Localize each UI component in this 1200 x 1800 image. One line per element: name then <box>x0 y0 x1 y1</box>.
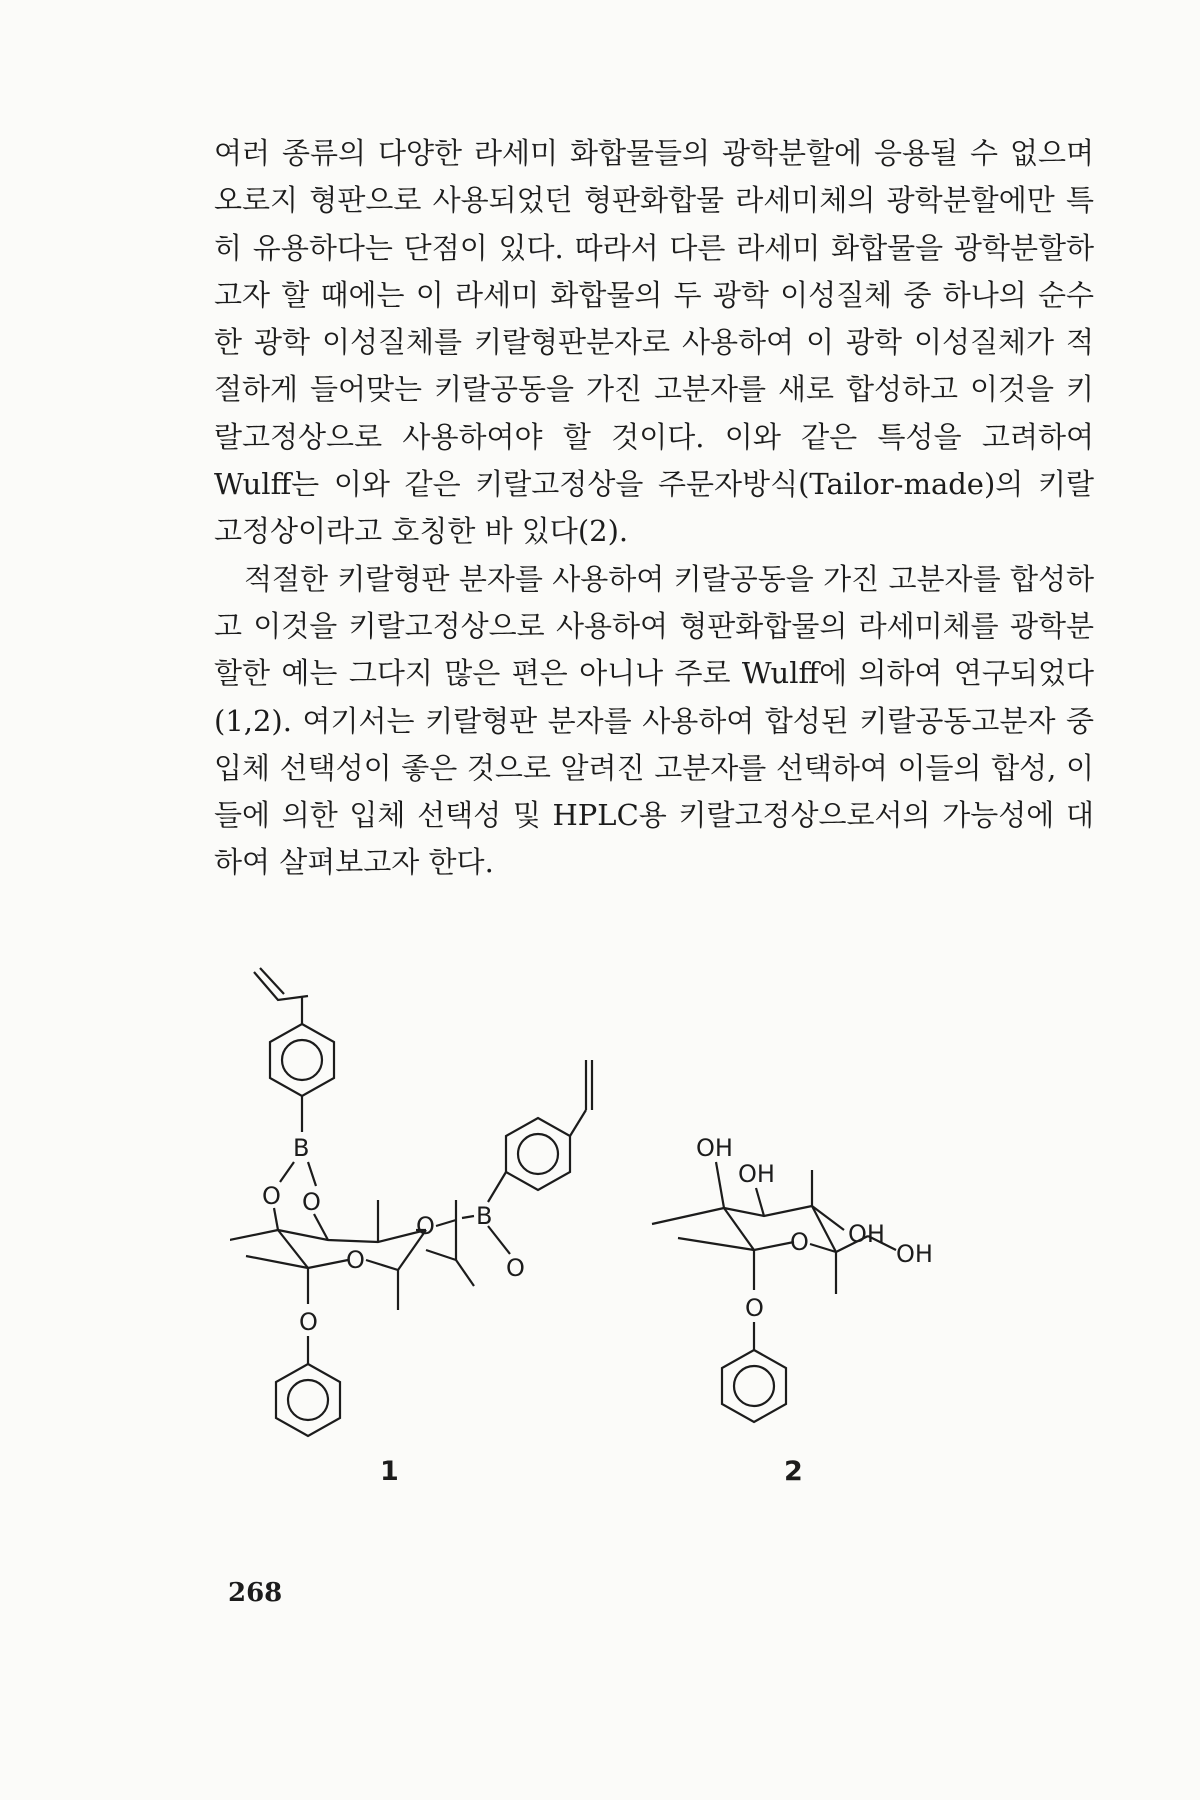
paragraph-1: 여러 종류의 다양한 라세미 화합물들의 광학분할에 응용될 수 없으며 오로지 형판으로 사용되었던 형판화합물 라세미체의 광학분할에만 특히 유용하다는 단점이 있다. 따라서 다른 라세미 화합물을 광학분할하고자 할 때에는 이 라세미 화합물의 두 광학 이성질체 중 하나의 순수한 광학 이성질체를 키랄형판분자로 사용하여 이 광학 이성질체가 적절하게 들어맞는 키랄공동을 가진 고분자를 새로 합성하고 이것을 키랄고정상으로 사용하여야 할 것이다. 이와 같은 특성을 고려하여 Wulff는 이와 같은 키랄고정상을 주문자방식(Tailor-made)의 키랄고정상이라고 호칭한 바 있다(2). <box>214 136 1094 549</box>
compound-1-label: 1 <box>380 1456 399 1487</box>
substituent-left-c1 <box>652 1208 724 1224</box>
paragraph-2: 적절한 키랄형판 분자를 사용하여 키랄공동을 가진 고분자를 합성하고 이것을 키랄고정상으로 사용하여 형판화합물의 라세미체를 광학분할한 예는 그다지 많은 편은 아니나 주로 Wulff에 의하여 연구되었다(1,2). 여기서는 키랄형판 분자를 사용하여 합성된 키랄공동고분자 중 입체 선택성이 좋은 것으로 알려진 고분자를 선택하여 이들의 합성, 이들에 의한 입체 선택성 및 HPLC용 키랄고정상으로서의 가능성에 대하여 살펴보고자 한다. <box>214 561 1094 880</box>
oxygen-2-label: O <box>302 1188 321 1216</box>
oh1-bond <box>716 1162 724 1208</box>
compound-2-structure <box>652 1134 933 1487</box>
substituent-left-1 <box>230 1230 278 1242</box>
boron-left-label: B <box>293 1134 310 1162</box>
oxygen-6-label: O <box>299 1308 318 1336</box>
boron-right-label: B <box>476 1202 493 1230</box>
body-text <box>214 130 1094 887</box>
c6-substituent <box>426 1250 456 1260</box>
o4-c6-bond <box>436 1220 456 1226</box>
vinyl-group-left <box>254 972 308 1000</box>
o1-ring-bond <box>274 1208 278 1230</box>
oxygen-4-label: O <box>416 1212 435 1240</box>
pyranose-ring-bottom <box>278 1230 348 1268</box>
glycosidic-oxygen-label: O <box>745 1294 764 1322</box>
benzene-ring-top-right <box>506 1118 570 1190</box>
aromatic-circle-top-left <box>282 1040 322 1080</box>
chemical-structures-figure <box>230 960 1130 1520</box>
phenyl-ring-compound-2 <box>722 1350 786 1422</box>
aromatic-circle-top-right <box>518 1134 558 1174</box>
benzene-ring-top-left <box>270 1024 334 1096</box>
ring-to-vinyl-right <box>570 1110 586 1136</box>
oxygen-3-label: O <box>346 1246 365 1274</box>
o2-ring-bond <box>314 1214 328 1240</box>
hydroxyl-3-label: OH <box>848 1220 885 1248</box>
vinyl-double-bond-left <box>260 968 284 994</box>
c6-boron-bond <box>462 1216 474 1218</box>
aromatic-circle-phenyl-2 <box>734 1366 774 1406</box>
pyranose-ring-2-top <box>724 1206 812 1216</box>
hydroxyl-1-label: OH <box>696 1134 733 1162</box>
compound-1-structure <box>230 968 592 1487</box>
oxygen-1-label: O <box>262 1182 281 1210</box>
hydroxyl-4-label: OH <box>896 1240 933 1268</box>
c4-c3-bond <box>812 1206 844 1230</box>
oxygen-5-label: O <box>506 1254 525 1282</box>
boron-o2-bond <box>308 1162 316 1186</box>
compound-2-label: 2 <box>784 1456 803 1487</box>
ring-oxygen-label: O <box>790 1228 809 1256</box>
boron-o5-bond <box>488 1226 510 1254</box>
aromatic-circle-phenyl-1 <box>288 1380 328 1420</box>
page-number: 268 <box>228 1578 283 1608</box>
oh2-bond <box>756 1188 764 1216</box>
substituent-left-c2 <box>678 1238 754 1250</box>
pyranose-ring-left <box>278 1230 426 1242</box>
structures-svg <box>230 960 1130 1520</box>
ring-oxygen-right-bond <box>366 1260 398 1270</box>
hydroxyl-2-label: OH <box>738 1160 775 1188</box>
c6-o5-path <box>456 1260 474 1286</box>
boron-to-ring-right <box>488 1172 506 1202</box>
boron-o1-bond <box>280 1162 294 1182</box>
phenyl-ring-compound-1 <box>276 1364 340 1436</box>
